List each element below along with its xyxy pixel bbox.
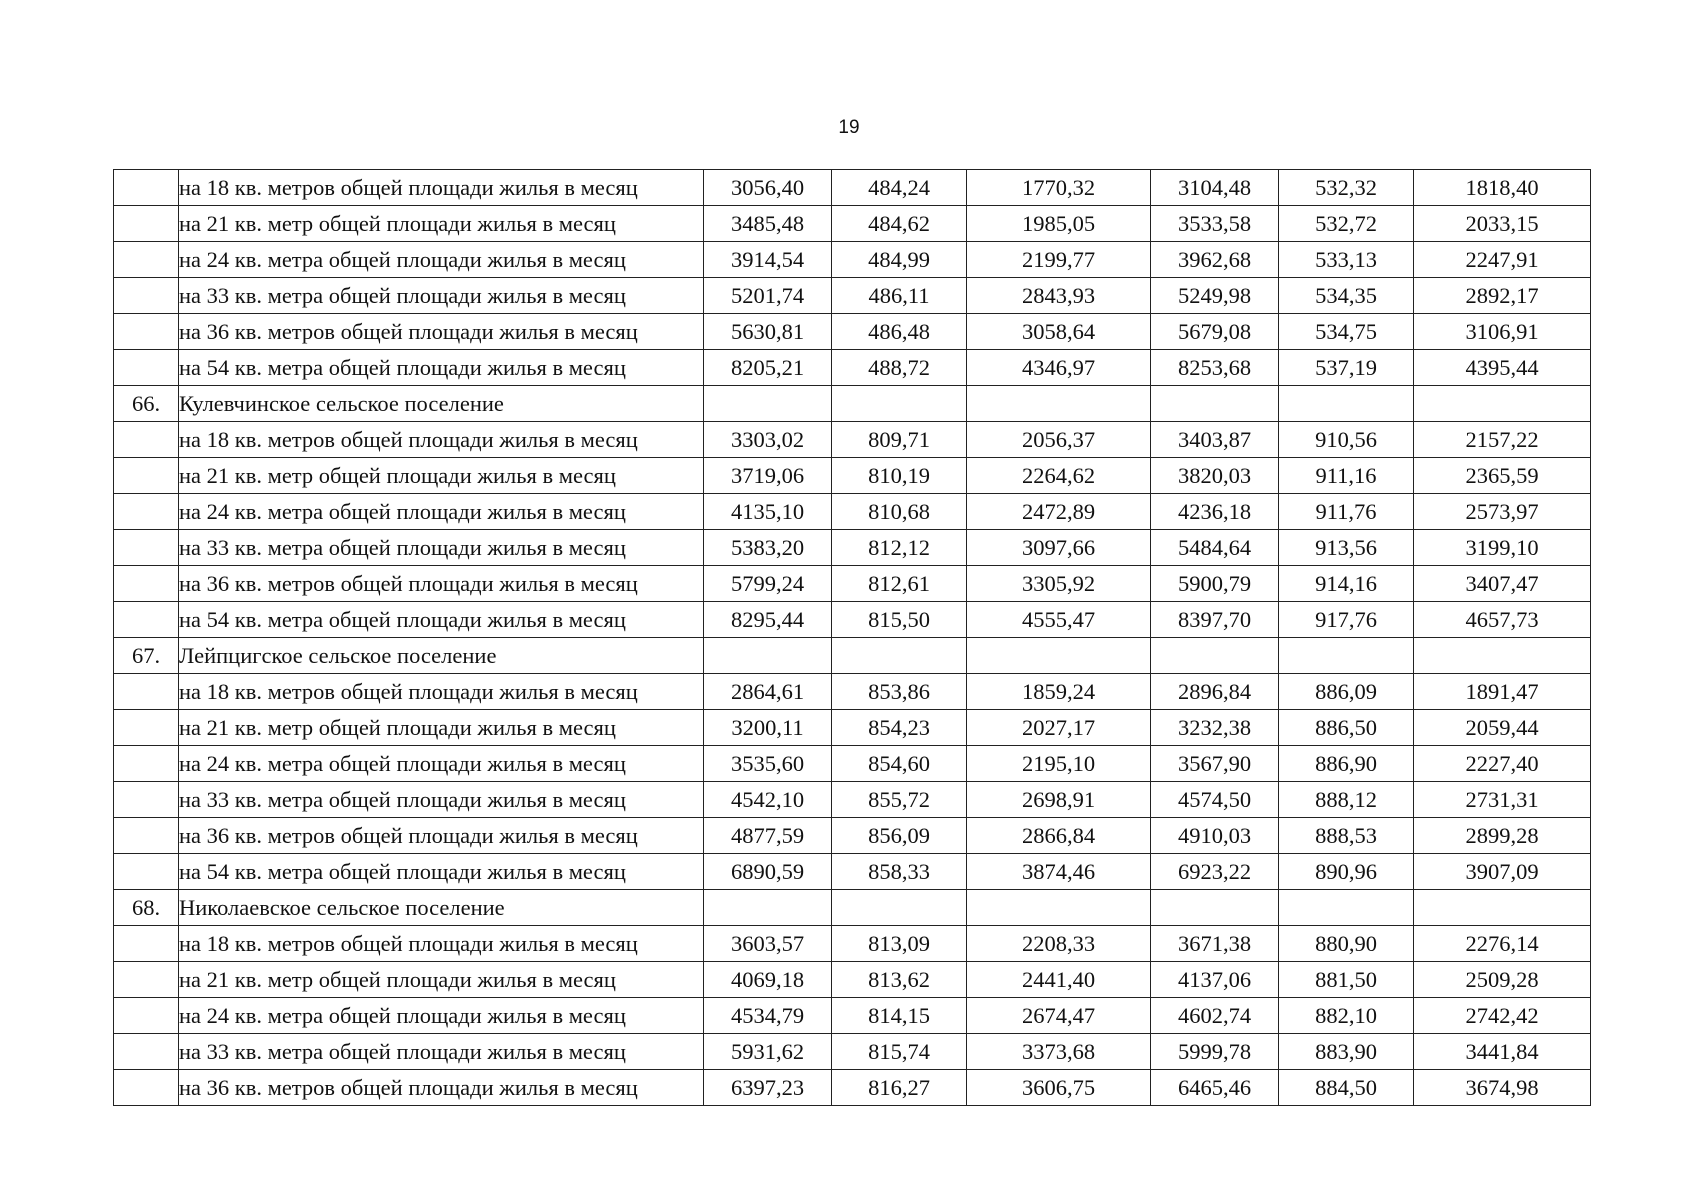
value-cell: 2195,10 (967, 746, 1151, 782)
row-number-cell (114, 746, 179, 782)
empty-cell (1279, 386, 1414, 422)
value-cell: 812,61 (832, 566, 967, 602)
value-cell: 2472,89 (967, 494, 1151, 530)
table-row (114, 458, 1591, 494)
value-cell: 2027,17 (967, 710, 1151, 746)
value-cell: 910,56 (1279, 422, 1414, 458)
table-row (114, 350, 1591, 386)
table-row (114, 674, 1591, 710)
value-cell: 3403,87 (1151, 422, 1279, 458)
row-number-cell (114, 854, 179, 890)
value-cell: 4137,06 (1151, 962, 1279, 998)
row-label: на 33 кв. метра общей площади жилья в месяц (179, 530, 704, 566)
value-cell: 855,72 (832, 782, 967, 818)
value-cell: 854,23 (832, 710, 967, 746)
value-cell: 3373,68 (967, 1034, 1151, 1070)
value-cell: 816,27 (832, 1070, 967, 1106)
table-row (114, 782, 1591, 818)
empty-cell (1414, 386, 1591, 422)
value-cell: 3674,98 (1414, 1070, 1591, 1106)
row-label: на 21 кв. метр общей площади жилья в месяц (179, 458, 704, 494)
row-number-cell (114, 494, 179, 530)
value-cell: 881,50 (1279, 962, 1414, 998)
value-cell: 813,62 (832, 962, 967, 998)
value-cell: 3232,38 (1151, 710, 1279, 746)
row-number-cell (114, 206, 179, 242)
value-cell: 856,09 (832, 818, 967, 854)
value-cell: 3097,66 (967, 530, 1151, 566)
table-row (114, 818, 1591, 854)
table-row (114, 602, 1591, 638)
value-cell: 8253,68 (1151, 350, 1279, 386)
value-cell: 3874,46 (967, 854, 1151, 890)
table-row (114, 242, 1591, 278)
row-label: на 21 кв. метр общей площади жилья в месяц (179, 710, 704, 746)
value-cell: 484,24 (832, 170, 967, 206)
value-cell: 3533,58 (1151, 206, 1279, 242)
value-cell: 3303,02 (704, 422, 832, 458)
value-cell: 486,11 (832, 278, 967, 314)
row-number-cell (114, 998, 179, 1034)
empty-cell (1414, 890, 1591, 926)
section-title: Лейпцигское сельское поселение (179, 638, 704, 674)
value-cell: 2698,91 (967, 782, 1151, 818)
value-cell: 5630,81 (704, 314, 832, 350)
empty-cell (1279, 890, 1414, 926)
empty-cell (967, 638, 1151, 674)
section-header-row (114, 386, 1591, 422)
empty-cell (1151, 890, 1279, 926)
value-cell: 882,10 (1279, 998, 1414, 1034)
row-number-cell (114, 458, 179, 494)
section-title: Кулевчинское сельское поселение (179, 386, 704, 422)
section-title: Николаевское сельское поселение (179, 890, 704, 926)
value-cell: 532,32 (1279, 170, 1414, 206)
section-header-row (114, 890, 1591, 926)
value-cell: 2731,31 (1414, 782, 1591, 818)
row-number-cell (114, 926, 179, 962)
value-cell: 886,90 (1279, 746, 1414, 782)
value-cell: 537,19 (1279, 350, 1414, 386)
value-cell: 914,16 (1279, 566, 1414, 602)
value-cell: 3104,48 (1151, 170, 1279, 206)
value-cell: 533,13 (1279, 242, 1414, 278)
value-cell: 2866,84 (967, 818, 1151, 854)
row-label: на 36 кв. метров общей площади жилья в месяц (179, 314, 704, 350)
table-row (114, 1034, 1591, 1070)
row-number-cell (114, 170, 179, 206)
value-cell: 880,90 (1279, 926, 1414, 962)
row-label: на 18 кв. метров общей площади жилья в месяц (179, 170, 704, 206)
table-row (114, 206, 1591, 242)
value-cell: 484,99 (832, 242, 967, 278)
row-label: на 21 кв. метр общей площади жилья в месяц (179, 962, 704, 998)
value-cell: 2247,91 (1414, 242, 1591, 278)
row-label: на 33 кв. метра общей площади жилья в месяц (179, 782, 704, 818)
value-cell: 2742,42 (1414, 998, 1591, 1034)
row-label: на 18 кв. метров общей площади жилья в месяц (179, 422, 704, 458)
empty-cell (832, 386, 967, 422)
value-cell: 534,35 (1279, 278, 1414, 314)
value-cell: 884,50 (1279, 1070, 1414, 1106)
row-number-cell (114, 1034, 179, 1070)
value-cell: 6923,22 (1151, 854, 1279, 890)
row-label: на 18 кв. метров общей площади жилья в месяц (179, 926, 704, 962)
value-cell: 810,19 (832, 458, 967, 494)
value-cell: 917,76 (1279, 602, 1414, 638)
table-row (114, 1070, 1591, 1106)
value-cell: 2033,15 (1414, 206, 1591, 242)
value-cell: 8295,44 (704, 602, 832, 638)
value-cell: 3535,60 (704, 746, 832, 782)
value-cell: 2892,17 (1414, 278, 1591, 314)
value-cell: 3719,06 (704, 458, 832, 494)
row-label: на 21 кв. метр общей площади жилья в месяц (179, 206, 704, 242)
row-label: на 33 кв. метра общей площади жилья в месяц (179, 278, 704, 314)
row-number-cell (114, 602, 179, 638)
row-label: на 33 кв. метра общей площади жилья в месяц (179, 1034, 704, 1070)
table-row (114, 278, 1591, 314)
tariff-table (113, 169, 1591, 1106)
table-row (114, 962, 1591, 998)
value-cell: 3820,03 (1151, 458, 1279, 494)
row-number-cell (114, 782, 179, 818)
value-cell: 2365,59 (1414, 458, 1591, 494)
value-cell: 814,15 (832, 998, 967, 1034)
value-cell: 3671,38 (1151, 926, 1279, 962)
value-cell: 913,56 (1279, 530, 1414, 566)
value-cell: 6890,59 (704, 854, 832, 890)
value-cell: 486,48 (832, 314, 967, 350)
row-label: на 24 кв. метра общей площади жилья в месяц (179, 746, 704, 782)
value-cell: 3485,48 (704, 206, 832, 242)
table-row (114, 494, 1591, 530)
empty-cell (704, 638, 832, 674)
empty-cell (832, 638, 967, 674)
row-label: на 36 кв. метров общей площади жилья в месяц (179, 1070, 704, 1106)
page-number: 19 (838, 117, 860, 138)
row-number-cell (114, 530, 179, 566)
value-cell: 4910,03 (1151, 818, 1279, 854)
value-cell: 888,53 (1279, 818, 1414, 854)
row-number-cell (114, 1070, 179, 1106)
section-header-row (114, 638, 1591, 674)
value-cell: 1770,32 (967, 170, 1151, 206)
value-cell: 4542,10 (704, 782, 832, 818)
value-cell: 3567,90 (1151, 746, 1279, 782)
value-cell: 2674,47 (967, 998, 1151, 1034)
value-cell: 853,86 (832, 674, 967, 710)
table-body (114, 170, 1591, 1106)
value-cell: 4395,44 (1414, 350, 1591, 386)
table-row (114, 998, 1591, 1034)
value-cell: 2896,84 (1151, 674, 1279, 710)
row-number-cell (114, 314, 179, 350)
value-cell: 4346,97 (967, 350, 1151, 386)
table-row (114, 710, 1591, 746)
value-cell: 3603,57 (704, 926, 832, 962)
empty-cell (832, 890, 967, 926)
empty-cell (967, 386, 1151, 422)
value-cell: 3058,64 (967, 314, 1151, 350)
table-row (114, 170, 1591, 206)
value-cell: 5799,24 (704, 566, 832, 602)
value-cell: 815,74 (832, 1034, 967, 1070)
value-cell: 2056,37 (967, 422, 1151, 458)
row-number-cell (114, 566, 179, 602)
value-cell: 2276,14 (1414, 926, 1591, 962)
value-cell: 5679,08 (1151, 314, 1279, 350)
row-number-cell (114, 962, 179, 998)
value-cell: 4135,10 (704, 494, 832, 530)
value-cell: 1891,47 (1414, 674, 1591, 710)
value-cell: 5484,64 (1151, 530, 1279, 566)
value-cell: 8205,21 (704, 350, 832, 386)
value-cell: 488,72 (832, 350, 967, 386)
value-cell: 6397,23 (704, 1070, 832, 1106)
empty-cell (1414, 638, 1591, 674)
value-cell: 858,33 (832, 854, 967, 890)
value-cell: 3606,75 (967, 1070, 1151, 1106)
row-number-cell (114, 422, 179, 458)
row-label: на 24 кв. метра общей площади жилья в месяц (179, 998, 704, 1034)
value-cell: 4555,47 (967, 602, 1151, 638)
value-cell: 854,60 (832, 746, 967, 782)
value-cell: 2227,40 (1414, 746, 1591, 782)
row-label: на 54 кв. метра общей площади жилья в месяц (179, 854, 704, 890)
row-label: на 18 кв. метров общей площади жилья в месяц (179, 674, 704, 710)
value-cell: 3914,54 (704, 242, 832, 278)
value-cell: 2864,61 (704, 674, 832, 710)
row-label: на 24 кв. метра общей площади жилья в месяц (179, 494, 704, 530)
section-number: 66. (114, 386, 179, 422)
value-cell: 2264,62 (967, 458, 1151, 494)
table-row (114, 530, 1591, 566)
value-cell: 3056,40 (704, 170, 832, 206)
value-cell: 810,68 (832, 494, 967, 530)
row-number-cell (114, 242, 179, 278)
row-number-cell (114, 710, 179, 746)
row-label: на 36 кв. метров общей площади жилья в месяц (179, 566, 704, 602)
row-label: на 24 кв. метра общей площади жилья в месяц (179, 242, 704, 278)
value-cell: 890,96 (1279, 854, 1414, 890)
value-cell: 1985,05 (967, 206, 1151, 242)
value-cell: 6465,46 (1151, 1070, 1279, 1106)
row-number-cell (114, 278, 179, 314)
value-cell: 3907,09 (1414, 854, 1591, 890)
value-cell: 4069,18 (704, 962, 832, 998)
value-cell: 3962,68 (1151, 242, 1279, 278)
value-cell: 532,72 (1279, 206, 1414, 242)
section-number: 67. (114, 638, 179, 674)
value-cell: 886,50 (1279, 710, 1414, 746)
value-cell: 5383,20 (704, 530, 832, 566)
value-cell: 888,12 (1279, 782, 1414, 818)
empty-cell (1151, 386, 1279, 422)
value-cell: 809,71 (832, 422, 967, 458)
value-cell: 2509,28 (1414, 962, 1591, 998)
row-label: на 36 кв. метров общей площади жилья в месяц (179, 818, 704, 854)
row-number-cell (114, 674, 179, 710)
row-number-cell (114, 818, 179, 854)
value-cell: 1859,24 (967, 674, 1151, 710)
value-cell: 534,75 (1279, 314, 1414, 350)
empty-cell (1151, 638, 1279, 674)
value-cell: 2441,40 (967, 962, 1151, 998)
table-row (114, 926, 1591, 962)
value-cell: 4574,50 (1151, 782, 1279, 818)
value-cell: 4602,74 (1151, 998, 1279, 1034)
value-cell: 812,12 (832, 530, 967, 566)
value-cell: 886,09 (1279, 674, 1414, 710)
value-cell: 4236,18 (1151, 494, 1279, 530)
value-cell: 3407,47 (1414, 566, 1591, 602)
value-cell: 2199,77 (967, 242, 1151, 278)
value-cell: 815,50 (832, 602, 967, 638)
value-cell: 1818,40 (1414, 170, 1591, 206)
row-number-cell (114, 350, 179, 386)
value-cell: 5931,62 (704, 1034, 832, 1070)
row-label: на 54 кв. метра общей площади жилья в месяц (179, 602, 704, 638)
empty-cell (704, 890, 832, 926)
value-cell: 2899,28 (1414, 818, 1591, 854)
value-cell: 5900,79 (1151, 566, 1279, 602)
value-cell: 3106,91 (1414, 314, 1591, 350)
table-row (114, 422, 1591, 458)
empty-cell (1279, 638, 1414, 674)
value-cell: 2208,33 (967, 926, 1151, 962)
value-cell: 2843,93 (967, 278, 1151, 314)
value-cell: 484,62 (832, 206, 967, 242)
value-cell: 813,09 (832, 926, 967, 962)
value-cell: 2059,44 (1414, 710, 1591, 746)
section-number: 68. (114, 890, 179, 926)
value-cell: 3199,10 (1414, 530, 1591, 566)
table-row (114, 854, 1591, 890)
value-cell: 8397,70 (1151, 602, 1279, 638)
value-cell: 883,90 (1279, 1034, 1414, 1070)
value-cell: 2157,22 (1414, 422, 1591, 458)
value-cell: 3441,84 (1414, 1034, 1591, 1070)
value-cell: 4534,79 (704, 998, 832, 1034)
value-cell: 911,76 (1279, 494, 1414, 530)
empty-cell (704, 386, 832, 422)
value-cell: 911,16 (1279, 458, 1414, 494)
value-cell: 4877,59 (704, 818, 832, 854)
value-cell: 4657,73 (1414, 602, 1591, 638)
value-cell: 5249,98 (1151, 278, 1279, 314)
table-row (114, 314, 1591, 350)
value-cell: 3305,92 (967, 566, 1151, 602)
value-cell: 3200,11 (704, 710, 832, 746)
empty-cell (967, 890, 1151, 926)
value-cell: 5201,74 (704, 278, 832, 314)
value-cell: 2573,97 (1414, 494, 1591, 530)
value-cell: 5999,78 (1151, 1034, 1279, 1070)
row-label: на 54 кв. метра общей площади жилья в месяц (179, 350, 704, 386)
table-row (114, 566, 1591, 602)
table-row (114, 746, 1591, 782)
